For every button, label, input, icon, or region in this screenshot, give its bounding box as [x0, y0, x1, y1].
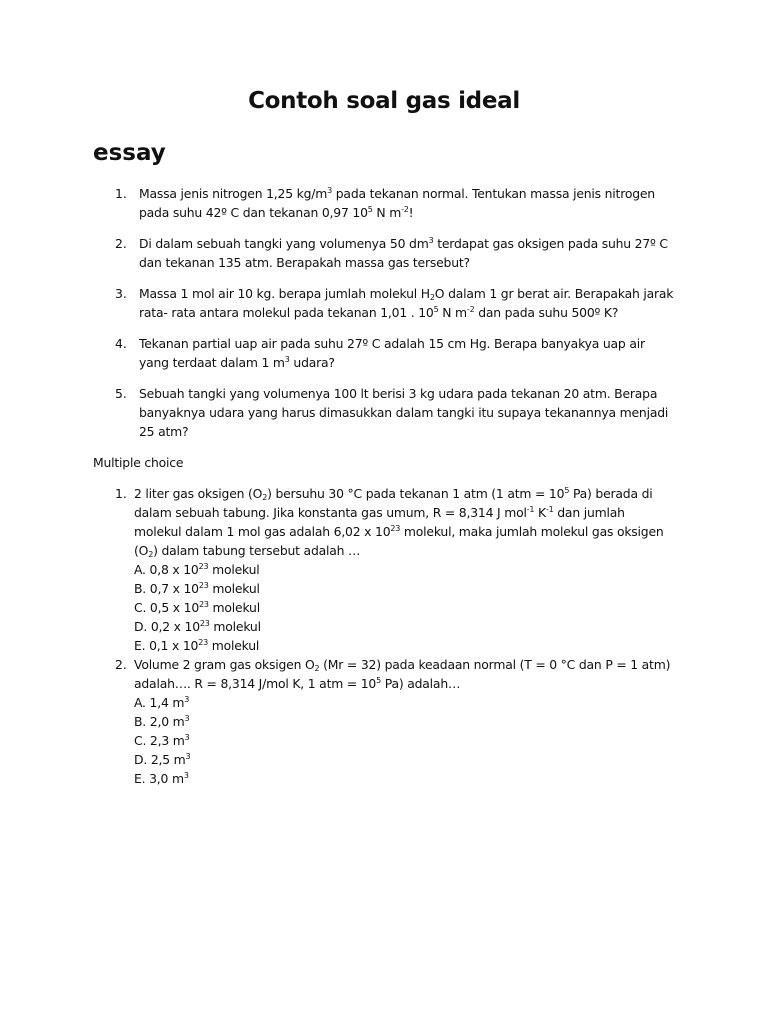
essay-question-4: [0, 334, 768, 372]
answer-option-c: C. 0,5 x $10^{23}$ molekul: [134, 600, 260, 615]
question-number: 2.: [115, 236, 127, 251]
question-text: Volume 2 gram gas oksigen $O_2$ (Mr = 32) pada keadaan normal (T = 0 °C dan P = 1 atm) adalah…. R = 8,314 J/mol K, 1 atm = $10^5$ Pa) adalah…: [134, 657, 671, 691]
answer-option-a: A. 0,8 x $10^{23}$ molekul: [134, 562, 260, 577]
question-text: 2 liter gas oksigen $(O_2)$ bersuhu 30 °C pada tekanan 1 atm (1 atm = $10^5$ Pa) berada di dalam sebuah tabung. Jika konstanta gas umum, R = 8,314 J mol$^{-1}$ $K^{-1}$ dan jumlah molekul dalam 1 mol gas adalah 6,02 x $10^{23}$ molekul, maka jumlah molekul gas oksigen $(O_2)$ dalam tabung tersebut adalah …: [134, 486, 664, 559]
answer-option-b: B. 2,0 $m^3$: [134, 714, 190, 729]
question-number: 4.: [115, 336, 127, 351]
question-text: Di dalam sebuah tangki yang volumenya 50 $dm^3$ terdapat gas oksigen pada suhu 27º C dan tekanan 135 atm. Berapakah massa gas tersebut?: [139, 236, 668, 270]
multiple-choice-heading: Multiple choice: [93, 455, 184, 470]
mc-question-1: [0, 484, 768, 655]
essay-question-5: [0, 384, 768, 441]
answer-option-d: D. 2,5 $m^3$: [134, 752, 191, 767]
question-text: Massa 1 mol air 10 kg. berapa jumlah molekul $H_2O$ dalam 1 gr berat air. Berapakah jarak rata- rata antara molekul pada tekanan 1,01 . $10^5$ N $m^{-2}$ dan pada suhu 500º K?: [139, 286, 674, 320]
question-number: 3.: [115, 286, 127, 301]
essay-question-list: [0, 184, 768, 453]
question-text: Sebuah tangki yang volumenya 100 lt berisi 3 kg udara pada tekanan 20 atm. Berapa banyaknya udara yang harus dimasukkan dalam tangki itu supaya tekanannya menjadi 25 atm?: [139, 386, 669, 439]
answer-option-e: E. 3,0 $m^3$: [134, 771, 189, 786]
answer-option-c: C. 2,3 $m^3$: [134, 733, 190, 748]
multiple-choice-question-list: [0, 484, 768, 788]
answer-option-a: A. 1,4 $m^3$: [134, 695, 190, 710]
answer-option-b: B. 0,7 x $10^{23}$ molekul: [134, 581, 260, 596]
question-number: 2.: [115, 657, 127, 672]
question-text: Massa jenis nitrogen 1,25 $kg/m^3$ pada tekanan normal. Tentukan massa jenis nitrogen pada suhu 42º C dan tekanan 0,97 $10^5$ N $m^{-2}$!: [139, 186, 655, 220]
essay-heading: essay: [93, 140, 166, 166]
essay-question-2: [0, 234, 768, 272]
question-number: 1.: [115, 186, 127, 201]
essay-question-1: [0, 184, 768, 222]
answer-option-e: E. 0,1 x $10^{23}$ molekul: [134, 638, 260, 653]
question-number: 5.: [115, 386, 127, 401]
answer-option-d: D. 0,2 x $10^{23}$ molekul: [134, 619, 261, 634]
mc-question-2: [0, 655, 768, 788]
question-text: Tekanan partial uap air pada suhu 27º C adalah 15 cm Hg. Berapa banyakya uap air yang terdaat dalam 1 $m^3$ udara?: [139, 336, 645, 370]
question-number: 1.: [115, 486, 127, 501]
page-title: Contoh soal gas ideal: [248, 88, 520, 114]
essay-question-3: [0, 284, 768, 322]
